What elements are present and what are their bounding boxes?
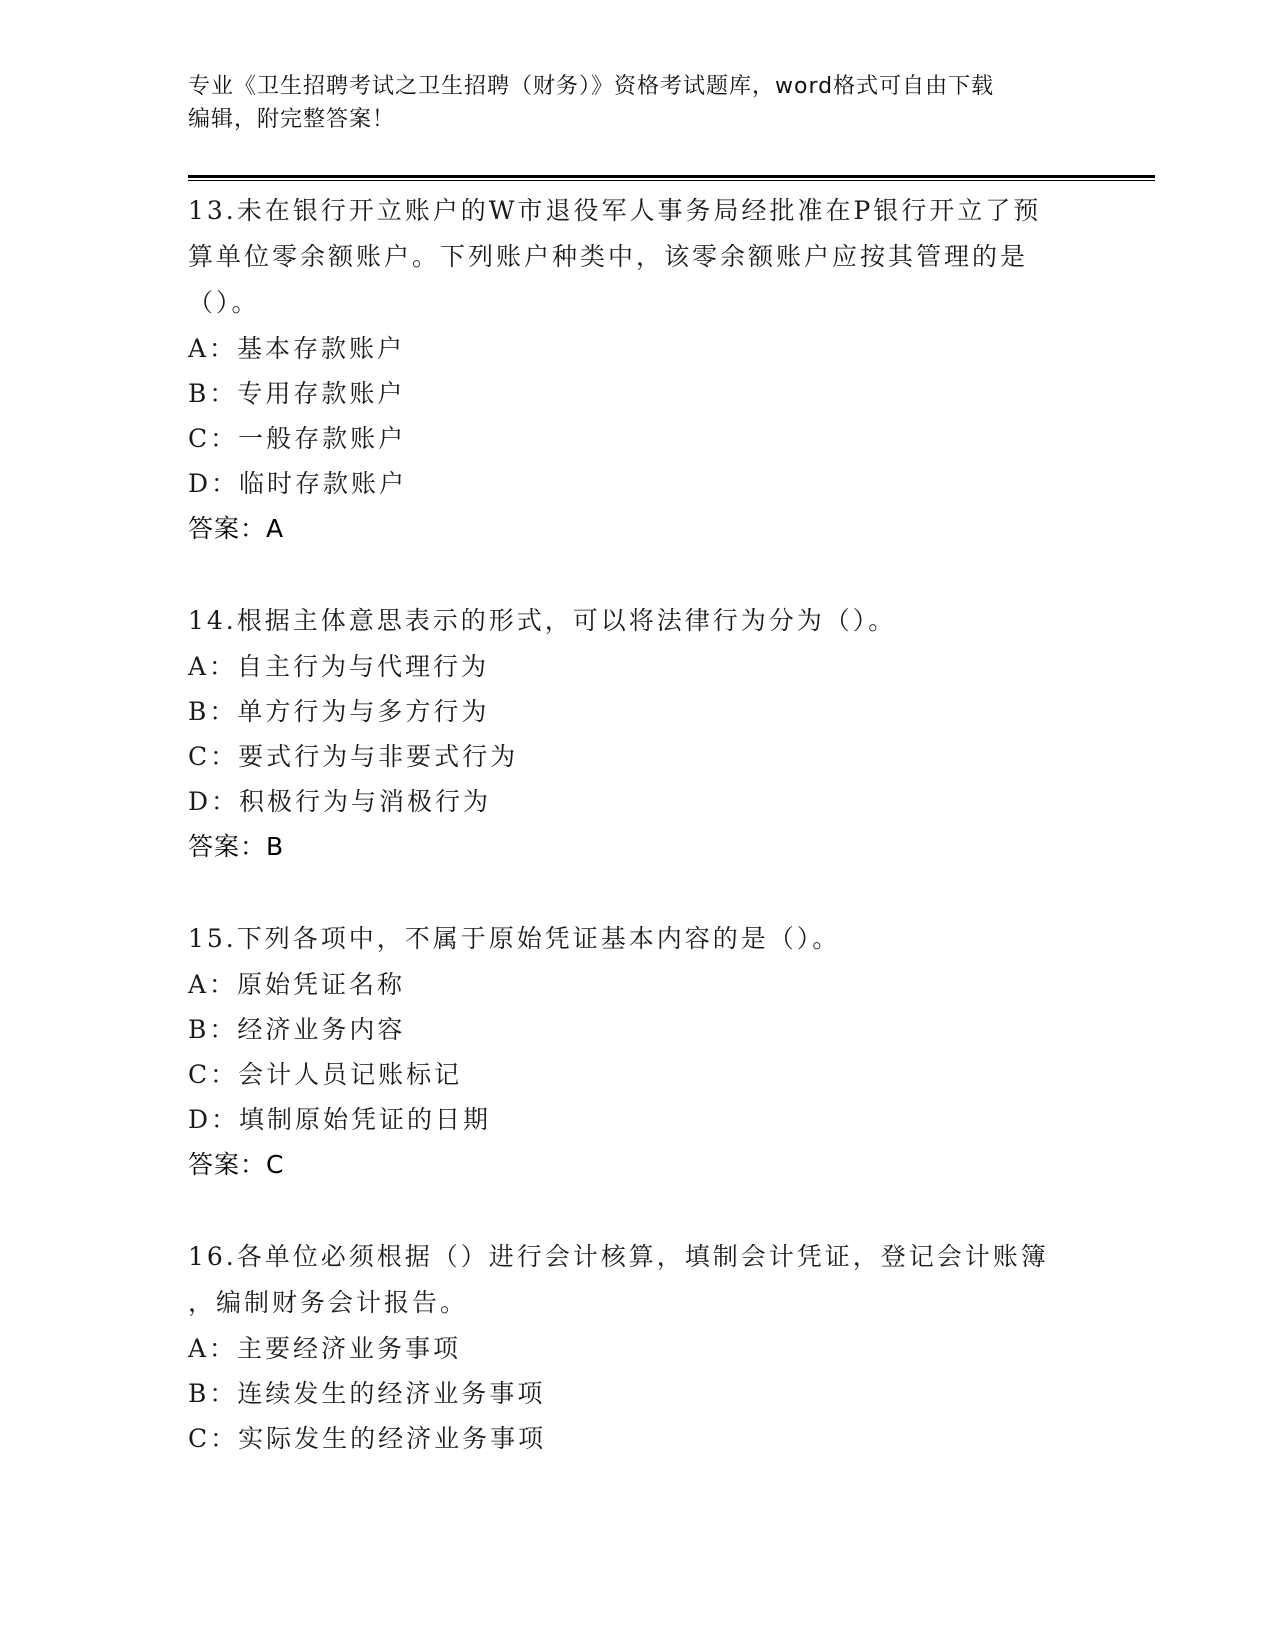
option-a: A：主要经济业务事项 — [188, 1334, 462, 1363]
header-divider-thin — [188, 180, 1155, 181]
option-c: C：要式行为与非要式行为 — [188, 742, 519, 771]
question-stem: ，编制财务会计报告。 — [188, 1288, 469, 1317]
answer-line: 答案：A — [188, 514, 285, 543]
question-stem: 13.未在银行开立账户的W市退役军人事务局经批准在P银行开立了预 — [188, 196, 1042, 225]
header-line-1: 专业《卫生招聘考试之卫生招聘（财务）》资格考试题库，word格式可自由下载 — [188, 74, 995, 99]
answer-line: 答案：B — [188, 832, 285, 861]
option-d: D：临时存款账户 — [188, 469, 408, 498]
option-b: B：连续发生的经济业务事项 — [188, 1379, 546, 1408]
question-stem: 15.下列各项中，不属于原始凭证基本内容的是（）。 — [188, 924, 841, 953]
question-stem: （）。 — [188, 288, 260, 317]
option-b: B：经济业务内容 — [188, 1015, 406, 1044]
header-line-2: 编辑，附完整答案！ — [188, 107, 396, 132]
question-14 — [188, 598, 1088, 870]
option-c: C：实际发生的经济业务事项 — [188, 1424, 547, 1453]
question-stem: 算单位零余额账户。下列账户种类中，该零余额账户应按其管理的是 — [188, 242, 1029, 271]
option-a: A：原始凭证名称 — [188, 970, 406, 999]
option-d: D：填制原始凭证的日期 — [188, 1105, 492, 1134]
header-divider-thick — [188, 175, 1155, 178]
option-c: C：会计人员记账标记 — [188, 1060, 463, 1089]
option-a: A：自主行为与代理行为 — [188, 652, 490, 681]
question-15 — [188, 916, 1088, 1188]
question-stem: 16.各单位必须根据（）进行会计核算，填制会计凭证，登记会计账簿 — [188, 1242, 1049, 1271]
answer-line: 答案：C — [188, 1150, 285, 1179]
option-a: A：基本存款账户 — [188, 334, 406, 363]
question-list — [188, 188, 1088, 1507]
option-b: B：单方行为与多方行为 — [188, 697, 490, 726]
document-header — [188, 70, 1068, 136]
question-13 — [188, 188, 1088, 552]
option-c: C：一般存款账户 — [188, 424, 407, 453]
question-16 — [188, 1234, 1088, 1461]
option-d: D：积极行为与消极行为 — [188, 787, 492, 816]
option-b: B：专用存款账户 — [188, 379, 406, 408]
question-stem: 14.根据主体意思表示的形式，可以将法律行为分为（）。 — [188, 606, 897, 635]
